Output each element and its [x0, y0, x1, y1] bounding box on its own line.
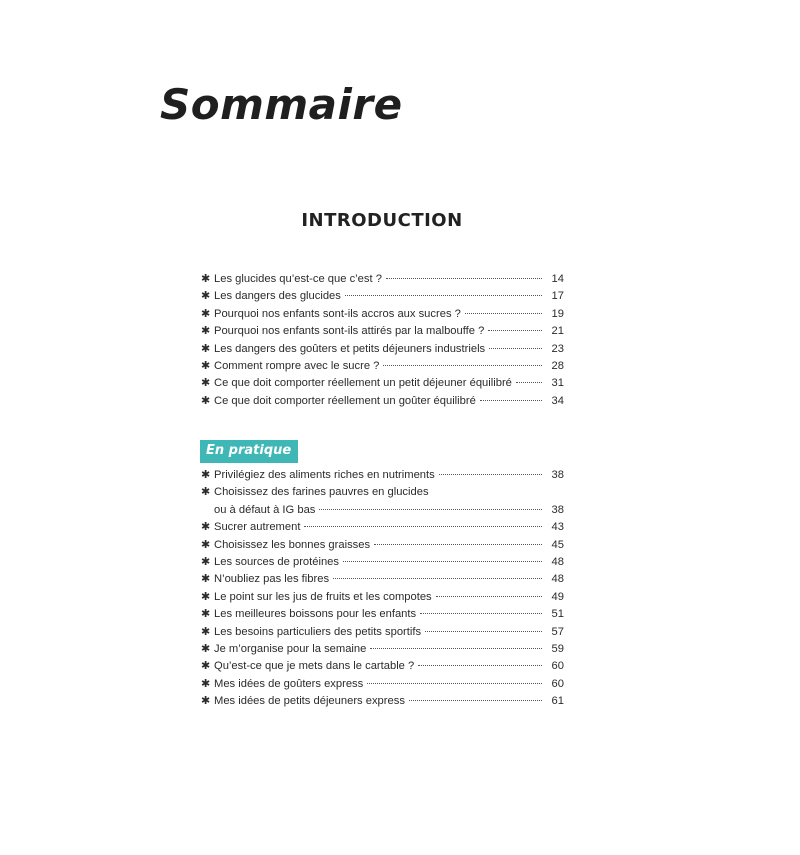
dot-leader	[480, 400, 542, 401]
toc-page-number: 51	[551, 608, 564, 621]
toc-entry-title: N’oubliez pas les fibres	[214, 573, 330, 586]
toc-page-number: 49	[551, 590, 564, 603]
toc-page-number: 34	[551, 394, 564, 407]
toc-entry[interactable]	[200, 484, 564, 519]
toc-entry-title: Les besoins particuliers des petits sportifs	[214, 625, 422, 638]
dot-leader	[436, 596, 542, 597]
toc-entry[interactable]	[200, 658, 564, 675]
asterisk-bullet-icon: ✱	[201, 469, 211, 481]
dot-leader	[374, 544, 542, 545]
asterisk-bullet-icon: ✱	[201, 695, 211, 708]
asterisk-bullet-icon: ✱	[201, 625, 211, 638]
toc-entry-title-continued: ou à défaut à IG bas	[214, 503, 316, 516]
toc-entry-title: Mes idées de goûters express	[214, 677, 364, 690]
asterisk-bullet-icon: ✱	[201, 608, 211, 621]
toc-page-number: 17	[551, 290, 564, 303]
dot-leader	[333, 578, 542, 579]
toc-page-number: 60	[551, 660, 564, 673]
toc-page-number: 59	[551, 643, 564, 656]
toc-introduction-list	[200, 271, 564, 410]
toc-entry-title: Pourquoi nos enfants sont-ils attirés par la malbouffe ?	[214, 325, 485, 338]
toc-entry[interactable]	[200, 571, 564, 588]
en-pratique-tag: En pratique	[200, 440, 298, 463]
toc-entry-title: Sucrer autrement	[214, 521, 301, 534]
page-title: Sommaire	[160, 80, 403, 129]
dot-leader	[489, 348, 542, 349]
toc-entry[interactable]	[200, 676, 564, 693]
asterisk-bullet-icon: ✱	[201, 377, 211, 390]
dot-leader	[409, 700, 542, 701]
toc-page-number: 21	[551, 325, 564, 338]
toc-entry[interactable]	[200, 358, 564, 375]
asterisk-bullet-icon: ✱	[201, 643, 211, 656]
toc-entry[interactable]	[200, 624, 564, 641]
dot-leader	[439, 474, 542, 475]
toc-page-number: 38	[551, 469, 564, 481]
toc-entry-title: Le point sur les jus de fruits et les compotes	[214, 590, 432, 603]
toc-entry[interactable]	[200, 288, 564, 305]
toc-page-number: 61	[551, 695, 564, 708]
dot-leader	[367, 683, 542, 684]
toc-entry-title: Les dangers des glucides	[214, 290, 341, 303]
toc-entry[interactable]	[200, 641, 564, 658]
toc-entry[interactable]	[200, 271, 564, 288]
toc-entry[interactable]	[200, 589, 564, 606]
asterisk-bullet-icon: ✱	[201, 521, 211, 534]
asterisk-bullet-icon: ✱	[201, 325, 211, 338]
toc-page-number: 14	[551, 273, 564, 285]
toc-entry-title: Les glucides qu’est-ce que c’est ?	[214, 273, 382, 285]
dot-leader	[386, 278, 542, 279]
toc-entry[interactable]	[200, 554, 564, 571]
toc-entry[interactable]	[200, 375, 564, 392]
toc-page-number: 48	[551, 573, 564, 586]
dot-leader	[418, 665, 542, 666]
toc-page-number: 19	[551, 307, 564, 320]
toc-page-number: 28	[551, 360, 564, 373]
toc-page-number: 57	[551, 625, 564, 638]
asterisk-bullet-icon: ✱	[201, 660, 211, 673]
toc-entry-title: Je m’organise pour la semaine	[214, 643, 367, 656]
dot-leader	[488, 330, 542, 331]
dot-leader	[304, 526, 542, 527]
toc-page-number: 45	[551, 538, 564, 551]
asterisk-bullet-icon: ✱	[201, 273, 211, 285]
dot-leader	[343, 561, 542, 562]
toc-page-number: 48	[551, 556, 564, 569]
toc-entry-title: Privilégiez des aliments riches en nutriments	[214, 469, 435, 481]
toc-entry-title: Ce que doit comporter réellement un petit déjeuner équilibré	[214, 377, 512, 390]
dot-leader	[425, 631, 542, 632]
asterisk-bullet-icon: ✱	[201, 486, 211, 499]
toc-entry[interactable]	[200, 693, 564, 710]
dot-leader	[420, 613, 542, 614]
toc-page-number: 38	[551, 503, 564, 516]
dot-leader	[465, 313, 542, 314]
toc-entry[interactable]	[200, 341, 564, 358]
asterisk-bullet-icon: ✱	[201, 290, 211, 303]
dot-leader	[319, 509, 542, 510]
toc-entry-title: Les dangers des goûters et petits déjeuners industriels	[214, 342, 486, 355]
dot-leader	[383, 365, 542, 366]
toc-entry[interactable]	[200, 606, 564, 623]
toc-entry-title: Qu’est-ce que je mets dans le cartable ?	[214, 660, 415, 673]
dot-leader	[370, 648, 542, 649]
toc-entry-title: Comment rompre avec le sucre ?	[214, 360, 380, 373]
toc-entry-title: Choisissez des farines pauvres en glucides	[214, 486, 429, 499]
toc-entry-title: Ce que doit comporter réellement un goûter équilibré	[214, 394, 476, 407]
toc-entry-title: Pourquoi nos enfants sont-ils accros aux sucres ?	[214, 307, 461, 320]
toc-entry[interactable]	[200, 537, 564, 554]
toc-page-number: 23	[551, 342, 564, 355]
asterisk-bullet-icon: ✱	[201, 342, 211, 355]
asterisk-bullet-icon: ✱	[201, 360, 211, 373]
toc-entry-title: Les sources de protéines	[214, 556, 340, 569]
asterisk-bullet-icon: ✱	[201, 556, 211, 569]
dot-leader	[345, 295, 542, 296]
toc-entry-title: Mes idées de petits déjeuners express	[214, 695, 405, 708]
asterisk-bullet-icon: ✱	[201, 677, 211, 690]
toc-entry[interactable]	[200, 323, 564, 340]
toc-practice-list	[200, 467, 564, 711]
toc-entry-title: Choisissez les bonnes graisses	[214, 538, 371, 551]
toc-page-number: 60	[551, 677, 564, 690]
asterisk-bullet-icon: ✱	[201, 307, 211, 320]
asterisk-bullet-icon: ✱	[201, 573, 211, 586]
asterisk-bullet-icon: ✱	[201, 538, 211, 551]
toc-page-number: 43	[551, 521, 564, 534]
toc-page-number: 31	[551, 377, 564, 390]
toc-entry[interactable]	[200, 393, 564, 410]
toc-entry[interactable]	[200, 467, 564, 484]
toc-entry[interactable]	[200, 519, 564, 536]
toc-entry-title: Les meilleures boissons pour les enfants	[214, 608, 417, 621]
section-heading-introduction: INTRODUCTION	[301, 210, 463, 231]
toc-entry[interactable]	[200, 306, 564, 323]
asterisk-bullet-icon: ✱	[201, 590, 211, 603]
asterisk-bullet-icon: ✱	[201, 394, 211, 407]
dot-leader	[516, 382, 542, 383]
